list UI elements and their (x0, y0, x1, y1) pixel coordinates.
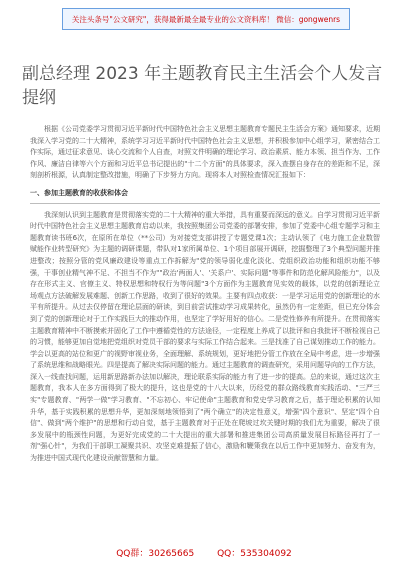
document-title: 副总经理 2023 年主题教育民主生活会个人发言提纲 (22, 64, 383, 108)
intro-paragraph: 根据《公司党委学习贯彻习近平新时代中国特色社会主义思想主题教育专题民主生活会方案》通知要求，近期我深入学习党的二十大精神，系统学习习近平新时代中国特色社会主义思想，并积极参加中心组学习，紧密结合工作实际，通过征求意见、谈心交流和个人自查，对照文件明确的理论学习、政治素质、能力本领、担当作为、工作作风、廉洁自律等六个方面和习近平总书记提出的"十二个方面"的具体要求，深入查摆自身存在的差距和不足，深刻剖析根源，认真制定整改措施，明确了下步努力方向。现将本人对照检查情况汇报如下： (30, 125, 380, 180)
section-heading: 一、参加主题教育的收获和体会 (30, 188, 380, 204)
promo-banner (62, 8, 350, 30)
section-paragraph: 我深刻认识到主题教育是贯彻落实党的二十大精神的重大举措，具有重要而深远的意义。自学习贯彻习近平新时代中国特色社会主义思想主题教育启动以来，我按照集团公司党委的部署安排，参加了党委中心组专题学习和主题教育读书班6次，在原所在单位（**公司）为对接党支部讲授了专题党课1次；主动认领了《电力施工企业数智赋能作业转型研究》为主题的调研课题，带队对1家所属单位、1个项目部展开调研，挖掘整理了3个典型问题并推进整改；按照分管的党风廉政建设等重点工作拆解为"党的领导弱化虚化淡化、党组织政治功能和组织功能不够强，干事创业精气神不足、不担当不作为""政治'两面人'、'关系户'、实际问题"等事件和防范化解风险能力"，以及存在形式主义、官僚主义、特权思想和特权行为等问题"3个方面作为主题教育见实效的载体，以党的创新理论立场观点方法破解发展难题、创新工作思路，收到了很好的效果。主要有四点收获：一是学习运用党的创新理论的水平有所提升。从过去仅停留在理论层面的研读，到目前尝试推动学习成果转化，虽然仍有一定差距，但已充分体会到了党的创新理论对于工作实践巨大的推动作用，也坚定了学好用好的信心。二是党性修养有所提升。在贯彻落实主题教育精神中不断摸索并固化了工作中遵循党性的方法途径，一定程度上养成了以批评和自我批评不断检视自己的习惯，能够更加自觉地把党组织对党员干部的要求与实际工作结合起来。三是找准了自己谋划推动工作的能力。学会以更高的站位和更广的视野审视业务，全面理解、系统规划，更好地把分管工作放在全局中考虑，进一步增强了系统思维和战略眼光。四是提高了解决实际问题的能力。通过主题教育的调查研究，采用问题导向的工作方法，深入一线查找问题，运用新思路新办法加以解决，理论联系实际的能力有了进一步的提高。总的来说，通过这次主题教育，我本人在多方面得到了极大的提升，这也是党的十八大以来，历经党的群众路线教育实践活动、"三严三实"专题教育、"两学一做"学习教育、"不忘初心、牢记使命"主题教育和党史学习教育之后，基于理论积累的认知升华，基于实践积累的思想升华，更加深刻地领悟到了"两个确立"的决定性意义，增强"四个意识"、坚定"四个自信"、做到"两个维护"的思想和行动自觉，基于主题教育对于正处在爬坡过坎关键时期的我们尤为重要，解决了很多发展中的瓶颈性问题，为更好完成党的二十大提出的重大部署和推进集团公司高质量发展目标路径再打了一剂"强心针"，为我们干部职工凝聚共识、攻坚克难提振了信心，激励和鞭策我在以后工作中更加努力、奋发有为，为推进中国式现代化建设贡献智慧和力量。 (30, 210, 380, 463)
promo-banner-text: 关注头条号"公文研究"，获得最新最全最专业的公文资料库！ 微信：gongwenrs (71, 14, 341, 24)
footer-qq-group: QQ群：30265665 (116, 549, 195, 559)
footer-qq-contact: QQ：535304092 (217, 549, 292, 559)
document-body (30, 124, 380, 465)
page-footer (0, 546, 408, 559)
